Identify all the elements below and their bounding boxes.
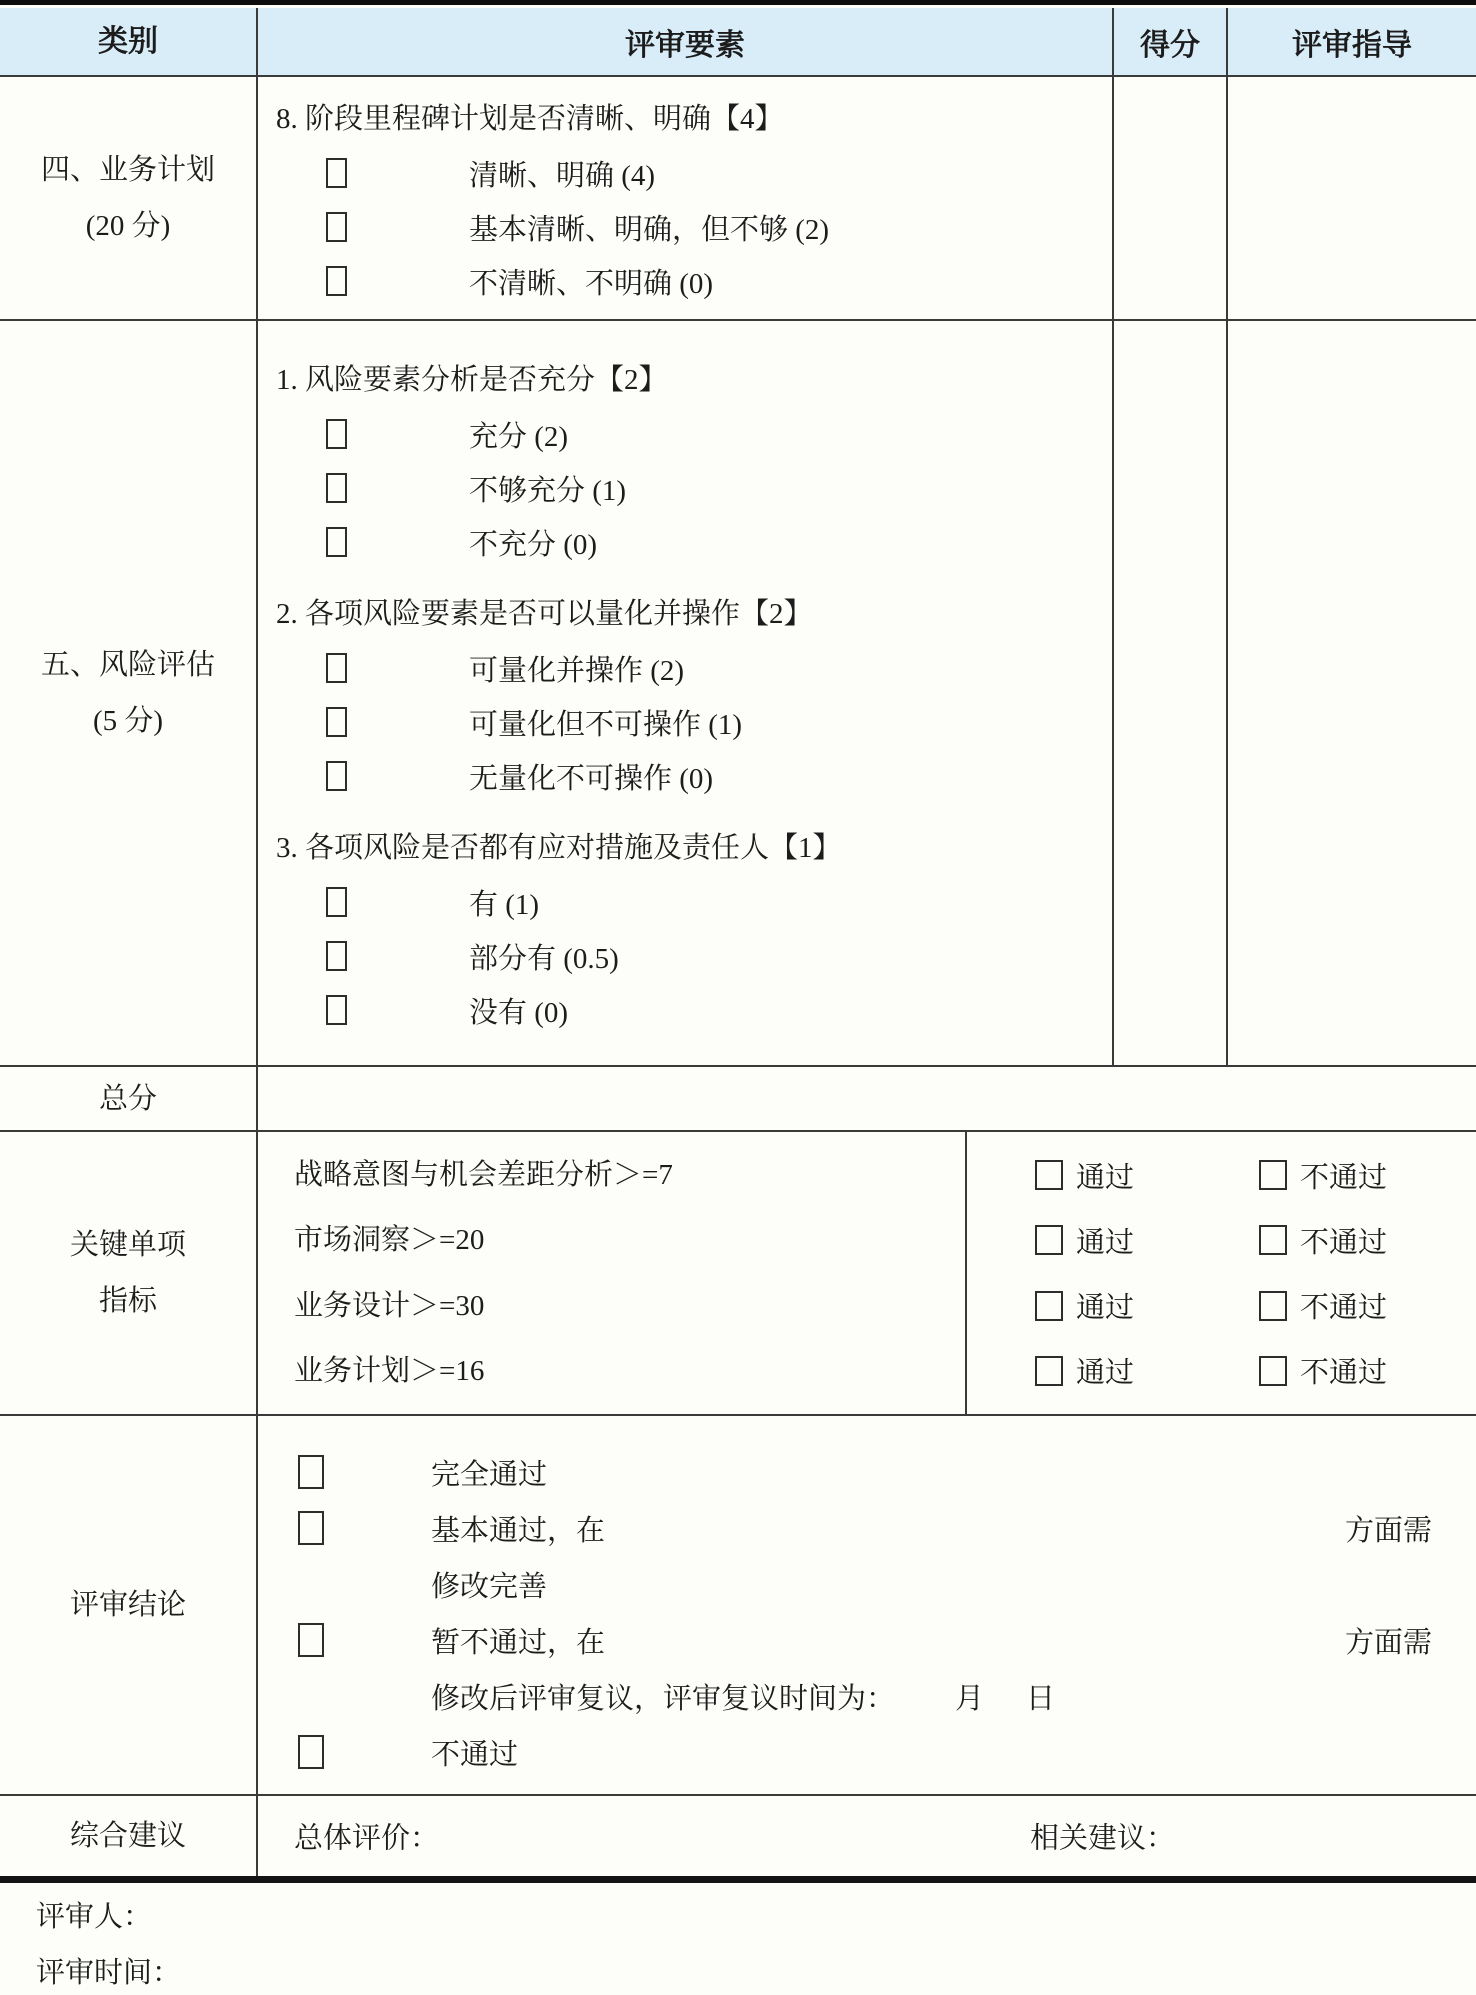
checkbox-icon[interactable] <box>326 158 347 188</box>
elements-risk-assessment <box>258 321 1112 1065</box>
option-row <box>258 875 1112 929</box>
option-row <box>258 146 1112 200</box>
header-score-label: 得分 <box>1140 28 1200 62</box>
passfail-row <box>967 1284 1476 1328</box>
fail-checkbox-icon[interactable] <box>1259 1356 1287 1386</box>
header-score <box>1112 8 1228 75</box>
month-label: 月 <box>955 1682 985 1715</box>
conclusion-continuation-line <box>298 1556 1432 1612</box>
item-title: 1. 风险要素分析是否充分【2】 <box>276 364 668 396</box>
key-metrics-criteria <box>258 1132 967 1414</box>
option-row <box>258 515 1112 569</box>
conclusion-label: 修改完善 <box>431 1570 548 1603</box>
checkbox-icon[interactable] <box>326 527 347 557</box>
option-row <box>258 200 1112 254</box>
conclusion-line <box>298 1500 1432 1556</box>
total-score-value-cell <box>258 1067 1476 1130</box>
pass-label: 通过 <box>1076 1292 1135 1325</box>
passfail-row <box>967 1349 1476 1393</box>
header-category-label: 类别 <box>98 24 158 58</box>
option-row <box>258 929 1112 983</box>
fail-label: 不通过 <box>1300 1161 1388 1194</box>
option-label: 不够充分 (1) <box>469 474 627 507</box>
pass-label: 通过 <box>1076 1357 1135 1390</box>
header-category <box>0 8 258 75</box>
category-business-plan <box>0 77 258 319</box>
elements-business-plan <box>258 77 1112 319</box>
passfail-row <box>967 1153 1476 1197</box>
category-score-label: (20 分) <box>85 210 171 242</box>
checkbox-icon[interactable] <box>298 1623 324 1657</box>
checkbox-icon[interactable] <box>326 212 347 242</box>
pass-checkbox-icon[interactable] <box>1035 1291 1063 1321</box>
checkbox-icon[interactable] <box>326 707 347 737</box>
checkbox-icon[interactable] <box>326 941 347 971</box>
guidance-cell <box>1228 77 1476 319</box>
category-label: 综合建议 <box>69 1820 186 1852</box>
category-label: 指标 <box>98 1285 157 1317</box>
key-metrics-passfail <box>967 1132 1476 1414</box>
fail-label: 不通过 <box>1300 1226 1388 1259</box>
category-risk-assessment <box>0 321 258 1065</box>
option-row <box>258 695 1112 749</box>
guidance-cell <box>1228 321 1476 1065</box>
category-label: 五、风险评估 <box>40 649 215 681</box>
conclusion-continuation-line <box>298 1668 1432 1724</box>
item-group <box>258 821 1112 1037</box>
category-label: 关键单项 <box>69 1229 186 1261</box>
option-row <box>258 749 1112 803</box>
option-row <box>258 461 1112 515</box>
checkbox-icon[interactable] <box>298 1735 324 1769</box>
reviewer-label: 评审人： <box>36 1901 153 1933</box>
header-guidance-label: 评审指导 <box>1292 28 1412 62</box>
category-conclusion <box>0 1416 258 1794</box>
item-title: 3. 各项风险是否都有应对措施及责任人【1】 <box>276 832 842 864</box>
fail-checkbox-icon[interactable] <box>1259 1225 1287 1255</box>
option-label: 充分 (2) <box>469 420 569 453</box>
form-footer <box>0 1883 1476 1995</box>
header-guidance <box>1228 8 1476 75</box>
related-suggestion-label: 相关建议： <box>1030 1822 1176 1855</box>
pass-checkbox-icon[interactable] <box>1035 1160 1063 1190</box>
category-label: 评审结论 <box>69 1589 186 1621</box>
pass-label: 通过 <box>1076 1226 1135 1259</box>
criterion-label: 业务计划＞=16 <box>294 1354 485 1387</box>
option-row <box>258 983 1112 1037</box>
item-title: 8. 阶段里程碑计划是否清晰、明确【4】 <box>276 103 784 135</box>
total-score-row <box>0 1065 1476 1130</box>
checkbox-icon[interactable] <box>326 473 347 503</box>
pass-label: 通过 <box>1076 1161 1135 1194</box>
total-score-label-cell <box>0 1067 258 1130</box>
pass-checkbox-icon[interactable] <box>1035 1356 1063 1386</box>
option-label: 清晰、明确 (4) <box>469 159 656 192</box>
checkbox-icon[interactable] <box>326 887 347 917</box>
conclusion-line <box>298 1724 1432 1780</box>
criterion-label: 战略意图与机会差距分析＞=7 <box>294 1159 673 1192</box>
conclusion-suffix: 方面需 <box>1344 1514 1432 1547</box>
option-label: 不清晰、不明确 (0) <box>469 267 714 300</box>
criterion-label: 业务设计＞=30 <box>294 1289 485 1322</box>
option-label: 不充分 (0) <box>469 528 598 561</box>
option-row <box>258 254 1112 308</box>
conclusion-content <box>258 1416 1476 1794</box>
option-label: 有 (1) <box>469 888 540 921</box>
day-label: 日 <box>1026 1682 1056 1715</box>
conclusion-line <box>298 1612 1432 1668</box>
section-business-plan <box>0 75 1476 319</box>
category-summary <box>0 1796 258 1876</box>
conclusion-suffix: 方面需 <box>1344 1626 1432 1659</box>
conclusion-label: 暂不通过，在 <box>431 1626 606 1659</box>
fail-checkbox-icon[interactable] <box>1259 1291 1287 1321</box>
option-row <box>258 641 1112 695</box>
category-label: 四、业务计划 <box>40 154 215 186</box>
header-elements <box>258 8 1112 75</box>
section-risk-assessment <box>0 319 1476 1065</box>
checkbox-icon[interactable] <box>326 995 347 1025</box>
conclusion-section <box>0 1414 1476 1794</box>
criterion-label: 市场洞察＞=20 <box>294 1224 485 1257</box>
option-label: 没有 (0) <box>469 996 569 1029</box>
summary-section <box>0 1794 1476 1876</box>
overall-evaluation-label: 总体评价： <box>294 1822 440 1855</box>
option-label: 部分有 (0.5) <box>469 942 619 975</box>
item-title: 2. 各项风险要素是否可以量化并操作【2】 <box>276 598 813 630</box>
passfail-row <box>967 1218 1476 1262</box>
score-cell <box>1112 321 1228 1065</box>
key-metrics-section <box>0 1130 1476 1414</box>
option-row <box>258 407 1112 461</box>
table-header-row <box>0 8 1476 75</box>
conclusion-label: 修改后评审复议，评审复议时间为： <box>431 1682 896 1715</box>
category-score-label: (5 分) <box>92 705 164 737</box>
item-group <box>258 587 1112 803</box>
checkbox-icon[interactable] <box>326 419 347 449</box>
checkbox-icon[interactable] <box>326 653 347 683</box>
conclusion-line <box>298 1444 1432 1500</box>
pass-checkbox-icon[interactable] <box>1035 1225 1063 1255</box>
option-label: 基本清晰、明确，但不够 (2) <box>469 213 830 246</box>
item-group <box>258 353 1112 569</box>
score-cell <box>1112 77 1228 319</box>
option-label: 无量化不可操作 (0) <box>469 762 714 795</box>
checkbox-icon[interactable] <box>326 266 347 296</box>
summary-content <box>258 1796 1476 1876</box>
conclusion-label: 不通过 <box>431 1738 519 1771</box>
checkbox-icon[interactable] <box>298 1511 324 1545</box>
checkbox-icon[interactable] <box>298 1455 324 1489</box>
conclusion-label: 完全通过 <box>431 1458 548 1491</box>
checkbox-icon[interactable] <box>326 761 347 791</box>
review-time-label: 评审时间： <box>36 1957 182 1989</box>
item-group <box>258 92 1112 308</box>
option-label: 可量化并操作 (2) <box>469 654 685 687</box>
fail-label: 不通过 <box>1300 1357 1388 1390</box>
header-elements-label: 评审要素 <box>625 28 745 62</box>
conclusion-label: 基本通过，在 <box>431 1514 606 1547</box>
option-label: 可量化但不可操作 (1) <box>469 708 743 741</box>
total-score-label: 总分 <box>98 1082 157 1115</box>
category-key-metrics <box>0 1132 258 1414</box>
fail-checkbox-icon[interactable] <box>1259 1160 1287 1190</box>
fail-label: 不通过 <box>1300 1292 1388 1325</box>
